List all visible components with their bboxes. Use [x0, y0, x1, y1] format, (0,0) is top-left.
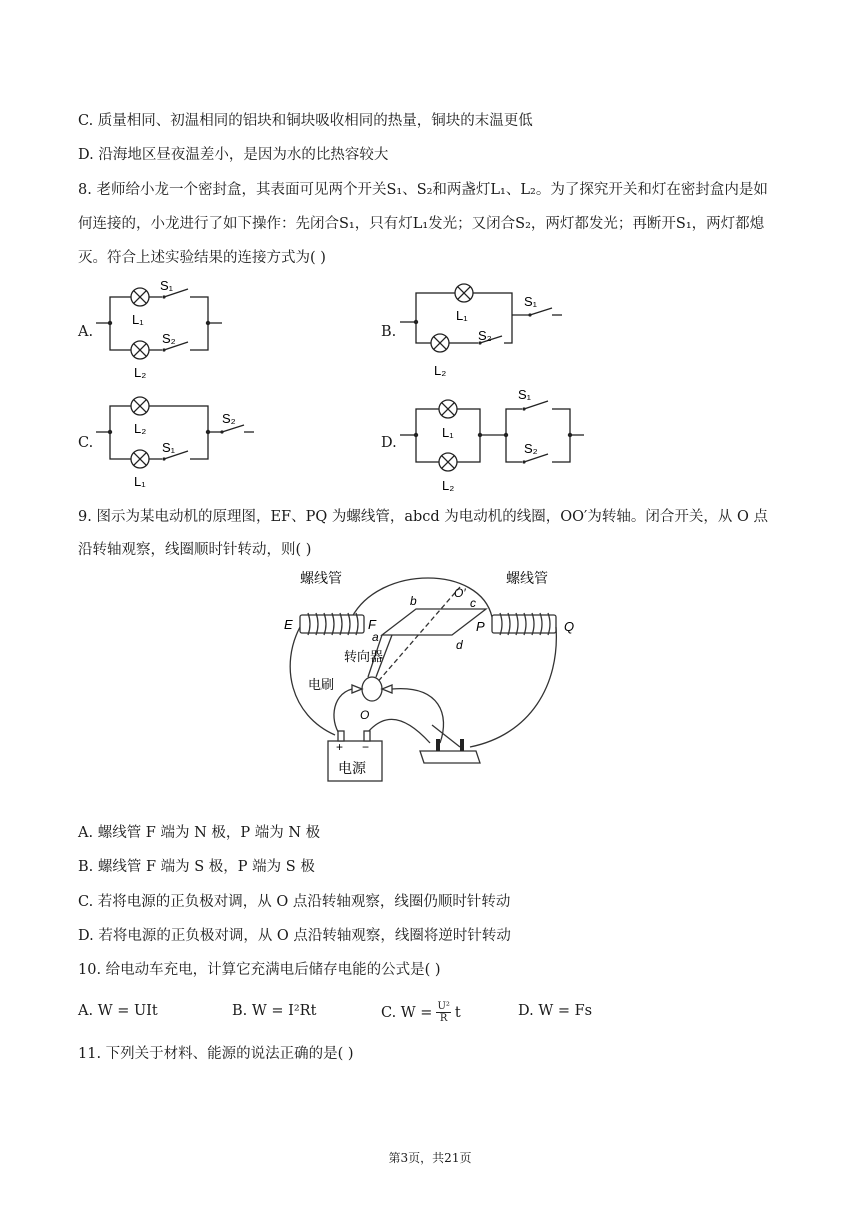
motor-solenoid-right-label: 螺线管: [506, 570, 548, 586]
motor-label-q: Q: [564, 619, 575, 634]
q7-option-c: C. 质量相同、初温相同的铝块和铜块吸收相同的热量，铜块的末温更低: [78, 113, 533, 129]
circuit-d-s1-label: S₁: [518, 387, 532, 402]
q9-option-a: A. 螺线管 F 端为 N 极，P 端为 N 极: [78, 825, 321, 841]
q8-stem-line3: 灭。符合上述实验结果的连接方式为( ): [78, 250, 326, 266]
q8-option-b-label: B.: [381, 324, 397, 340]
circuit-c-diagram: [96, 392, 266, 492]
q7-option-d: D. 沿海地区昼夜温差小，是因为水的比热容较大: [78, 147, 389, 163]
circuit-d-l1-label: L₁: [442, 425, 454, 440]
motor-commutator-label: 转向器: [344, 649, 384, 664]
circuit-b-l1-label: L₁: [456, 308, 468, 323]
circuit-d-l2-label: L₂: [442, 478, 455, 493]
circuit-c-l2-label: L₂: [134, 421, 147, 436]
q9-stem-line1: 9. 图示为某电动机的原理图，EF、PQ 为螺线管，abcd 为电动机的线圈，OO′为转轴。闭合开关，从 O 点: [78, 509, 768, 525]
circuit-b-s2-label: S₂: [478, 328, 492, 343]
circuit-a-s2-label: S₂: [162, 331, 176, 346]
q10-option-d: D. W = Fs: [518, 1003, 593, 1019]
circuit-c-s2-label: S₂: [222, 411, 236, 426]
q9-option-d: D. 若将电源的正负极对调，从 O 点沿转轴观察，线圈将逆时针转动: [78, 928, 511, 944]
motor-brush-label: 电刷: [308, 677, 335, 692]
q10-option-c-numerator: U²: [437, 1001, 450, 1012]
circuit-c-s1-label: S₁: [162, 440, 176, 455]
circuit-a-l1-label: L₁: [132, 312, 144, 327]
q10-option-c: [381, 1001, 461, 1024]
q9-option-b: B. 螺线管 F 端为 S 极，P 端为 S 极: [78, 859, 315, 875]
motor-label-d: d: [456, 638, 463, 652]
motor-label-e: E: [284, 617, 293, 632]
motor-label-c: c: [470, 596, 476, 610]
q10-option-b: B. W = I²Rt: [232, 1003, 317, 1019]
q8-option-c-label: C.: [78, 435, 94, 451]
motor-minus-label: −: [362, 740, 370, 754]
q10-option-c-prefix: C. W =: [381, 1004, 433, 1021]
q8-option-d-label: D.: [381, 435, 397, 451]
motor-solenoid-left-label: 螺线管: [300, 570, 342, 586]
q10-option-c-suffix: t: [454, 1004, 461, 1021]
motor-label-o: O: [360, 708, 370, 722]
circuit-b-l2-label: L₂: [434, 363, 447, 378]
circuit-b-diagram: [400, 278, 580, 383]
motor-power-label: 电源: [338, 760, 366, 776]
motor-label-o-prime: O′: [454, 586, 466, 600]
q10-option-a: A. W = UIt: [78, 1003, 158, 1019]
q10-option-c-denominator: R: [439, 1013, 448, 1024]
q8-stem-line2: 何连接的，小龙进行了如下操作：先闭合S₁，只有灯L₁发光；又闭合S₂，两灯都发光；再断开S₁，两灯都熄: [78, 216, 765, 232]
circuit-d-s2-label: S₂: [524, 441, 538, 456]
circuit-c-l1-label: L₁: [134, 474, 146, 489]
q11-stem: 11. 下列关于材料、能源的说法正确的是( ): [78, 1046, 354, 1062]
circuit-d-diagram: [400, 385, 590, 495]
q10-option-c-fraction: [436, 1001, 450, 1024]
q8-stem-line1: 8. 老师给小龙一个密封盒，其表面可见两个开关S₁、S₂和两盏灯L₁、L₂。为了探究开关和灯在密封盒内是如: [78, 182, 768, 198]
q8-option-a-label: A.: [78, 324, 94, 340]
circuit-b-s1-label: S₁: [524, 294, 538, 309]
q9-stem-line2: 沿转轴观察，线圈顺时针转动，则( ): [78, 542, 312, 558]
q9-option-c: C. 若将电源的正负极对调，从 O 点沿转轴观察，线圈仍顺时针转动: [78, 894, 511, 910]
circuit-a-l2-label: L₂: [134, 365, 147, 380]
circuit-a-diagram: [96, 280, 236, 385]
circuit-a-s1-label: S₁: [160, 280, 174, 293]
motor-label-f: F: [368, 617, 376, 632]
motor-plus-label: +: [336, 740, 344, 754]
q10-stem: 10. 给电动车充电，计算它充满电后储存电能的公式是( ): [78, 962, 441, 978]
motor-diagram: [280, 565, 590, 790]
motor-label-b: b: [410, 594, 417, 608]
motor-label-p: P: [476, 619, 485, 634]
page-footer: 第3页，共21页: [388, 1151, 472, 1165]
motor-label-a: a: [372, 630, 379, 644]
